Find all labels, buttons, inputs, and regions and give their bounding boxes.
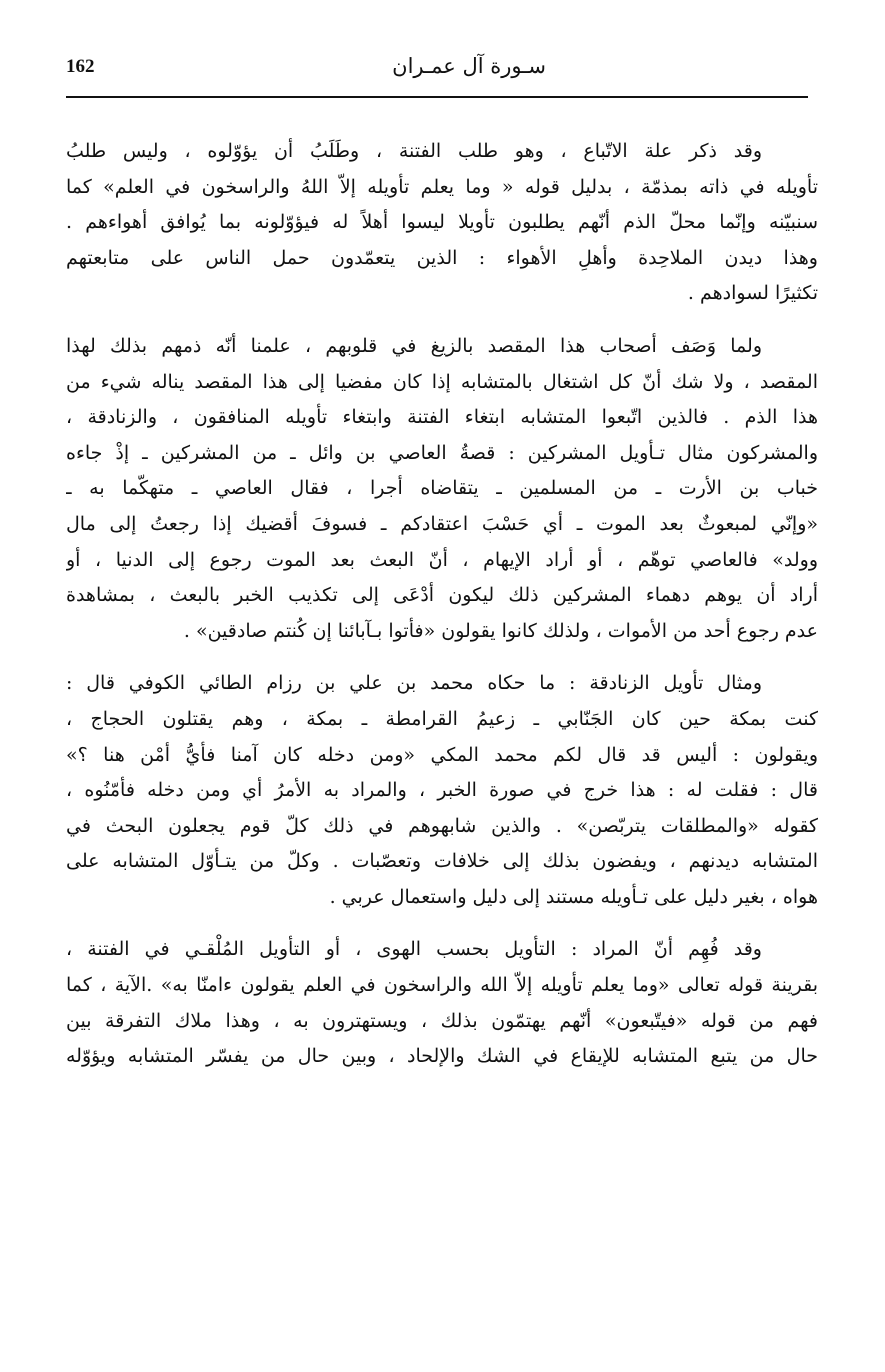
paragraph — [66, 666, 818, 915]
text-line: خباب بن الأرت ـ من المسلمين ـ يتقاضاه أجرا ، فقال العاصي ـ متهكّما به ـ — [66, 477, 818, 500]
text-line: كنت بمكة حين كان الجَنّابي ـ زعيمُ القرامطة ـ بمكة ، وهم يقتلون الحجاج ، — [66, 707, 818, 730]
page-number: 162 — [66, 56, 95, 77]
text-line: قال : فقلت له : هذا خرج في صورة الخبر ، والمراد به الأمرُ أي ومن دخله فأمّنُوه ، — [66, 779, 818, 802]
running-title: سـورة آل عمـران — [392, 54, 546, 78]
text-line: سنبيّنه وإنّما محلّ الذم أنّهم يطلبون تأويلا ليسوا أهلاً له فيؤوّلونه بما يُوافق أهواءهم . — [66, 211, 818, 234]
text-line: المتشابه ديدنهم ، ويفضون بذلك إلى خلافات وتعصّبات . وكلّ من يتـأوّل المتشابه على — [66, 850, 818, 873]
text-line: تأويله في ذاته بمذمّة ، بدليل قوله « وما يعلم تأويله إلاّ اللهُ والراسخون في العلم» كما — [66, 175, 818, 198]
text-line: المقصد ، ولا شك أنّ كل اشتغال بالمتشابه إذا كان مفضيا إلى هذا المقصد يناله شيء من — [66, 370, 818, 393]
paragraph — [66, 329, 818, 649]
text-line: فهم من قوله «فيتّبعون» أنّهم يهتمّون بذلك ، ويستهترون به ، وهذا ملاك التفرقة بين — [66, 1009, 818, 1032]
text-line: بقرينة قوله تعالى «وما يعلم تأويله إلاّ الله والراسخون في العلم يقولون ءامنّا به» .الآية ، كما — [66, 974, 818, 997]
text-line: ويقولون : أليس قد قال لكم محمد المكي «ومن دخله كان آمنا فأيُّ أمْن هنا ؟» — [66, 743, 818, 766]
text-line: وقد ذكر علة الاتّباع ، وهو طلب الفتنة ، وطَلَبُ أن يؤوّلوه ، وليس طلبُ — [66, 140, 762, 162]
text-line: والمشركون مثال تـأويل المشركين : قصةُ العاصي بن وائل ـ من المشركين ـ إذْ جاءه — [66, 441, 818, 464]
text-line: ومثال تأويل الزنادقة : ما حكاه محمد بن علي بن رزام الطائي الكوفي قال : — [66, 672, 762, 695]
text-line: ولما وَصَف أصحاب هذا المقصد بالزيغ في قلوبهم ، علمنا أنّه ذمهم بذلك لهذا — [66, 334, 762, 357]
text-line: كقوله «والمطلقات يتربّصن» . والذين شابهوهم في ذلك كلّ قوم يجعلون البحث في — [66, 814, 818, 837]
text-line: عدم رجوع أحد من الأموات ، ولذلك كانوا يقولون «فأتوا بـآبائنا إن كُنتم صادقين» . — [183, 619, 818, 642]
page-body — [66, 134, 818, 1092]
text-line: «وإنّي لمبعوثٌ بعد الموت ـ أي حَسْبَ اعتقادكم ـ فسوفَ أقضيك إذا رجعتُ إلى مال — [66, 512, 818, 535]
text-line: وهذا ديدن الملاحِدة وأهلِ الأهواء : الذين يتعمّدون حمل الناس على متابعتهم — [66, 246, 818, 269]
header-rule — [66, 96, 808, 98]
text-line: وولد» فالعاصي توهّم ، أو أراد الإيهام ، أنّ البعث بعد الموت رجوع إلى الدنيا ، أو — [66, 548, 818, 571]
paragraph — [66, 134, 818, 312]
page-header — [66, 52, 808, 98]
text-line: وقد فُهِم أنّ المراد : التأويل بحسب الهوى ، أو التأويل المُلْقـي في الفتنة ، — [66, 938, 762, 961]
text-line: تكثيرًا لسوادهم . — [687, 282, 818, 305]
text-line: أراد أن يوهم دهماء المشركين ذلك ليكون أدْعَى إلى تكذيب الخبر بالبعث ، بمشاهدة — [66, 584, 818, 607]
text-line: حال من يتبع المتشابه للإيقاع في الشك والإلحاد ، وبين حال من يفسّر المتشابه ويؤوّله — [66, 1045, 818, 1068]
text-line: هواه ، بغير دليل على تـأويله مستند إلى دليل واستعمال عربي . — [329, 885, 818, 908]
paragraph — [66, 932, 818, 1074]
text-line: هذا الذم . فالذين اتّبعوا المتشابه ابتغاء الفتنة وابتغاء تأويله المنافقون ، والزنادقة ، — [66, 406, 818, 429]
